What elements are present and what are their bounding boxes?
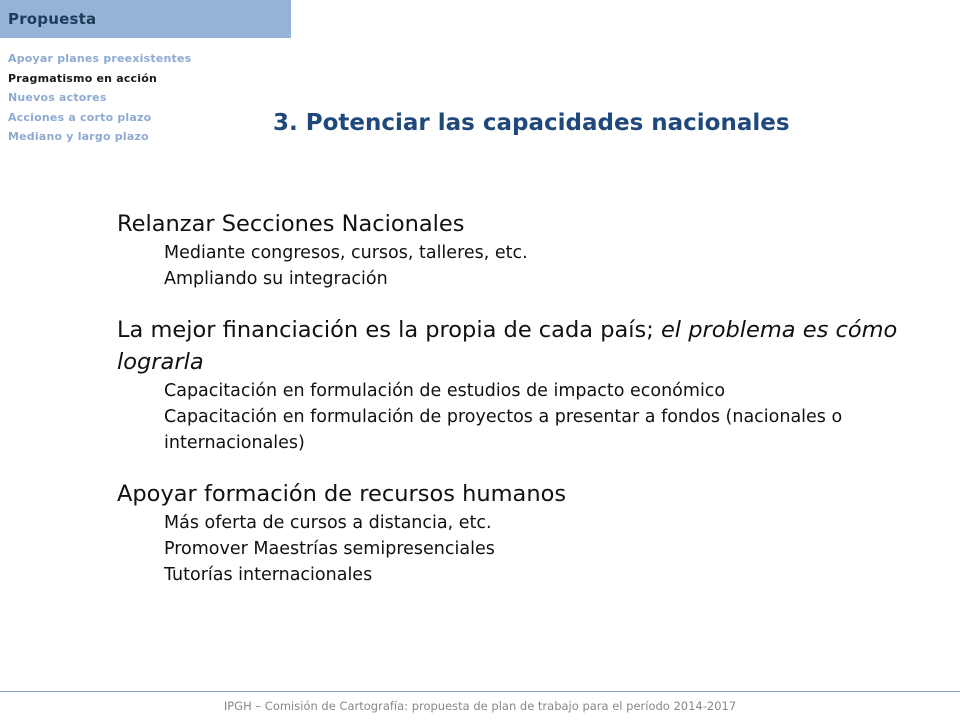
point-heading: Relanzar Secciones Nacionales bbox=[117, 211, 465, 237]
subnav-item-corto-plazo: Acciones a corto plazo bbox=[8, 110, 152, 124]
point-relanzar bbox=[117, 208, 947, 292]
sub-item: Promover Maestrías semipresenciales bbox=[164, 539, 495, 559]
footer-divider bbox=[0, 691, 960, 692]
sub-item: Capacitación en formulación de estudios de impacto económico bbox=[164, 381, 726, 401]
subnav-item-pragmatismo: Pragmatismo en acción bbox=[8, 71, 158, 85]
slide-title: 3. Potenciar las capacidades nacionales bbox=[273, 110, 790, 136]
point-financiacion bbox=[117, 314, 947, 456]
point-heading-emphasis: el problema es cómo lograrla bbox=[117, 317, 898, 375]
sub-item: Capacitación en formulación de proyectos a presentar a fondos (nacionales o internacionales) bbox=[164, 407, 843, 453]
point-heading: Apoyar formación de recursos humanos bbox=[117, 481, 567, 507]
point-heading bbox=[117, 314, 947, 378]
section-tab-label: Propuesta bbox=[8, 10, 97, 28]
point-heading-text: La mejor financiación es la propia de cada país; bbox=[117, 317, 661, 343]
sub-item: Tutorías internacionales bbox=[164, 565, 373, 585]
slide-body bbox=[117, 208, 947, 588]
section-tab bbox=[0, 0, 291, 38]
subnav-item-apoyar-planes: Apoyar planes preexistentes bbox=[8, 52, 192, 65]
sub-item: Ampliando su integración bbox=[164, 269, 388, 289]
point-recursos-humanos bbox=[117, 478, 947, 588]
subnav-item-nuevos-actores: Nuevos actores bbox=[8, 91, 107, 104]
section-subnav bbox=[8, 49, 191, 147]
sub-item: Mediante congresos, cursos, talleres, etc. bbox=[164, 243, 528, 263]
sub-item: Más oferta de cursos a distancia, etc. bbox=[164, 513, 492, 533]
footer-text: IPGH – Comisión de Cartografía: propuesta de plan de trabajo para el período 2014-2017 bbox=[223, 699, 737, 713]
subnav-item-mediano-largo-plazo: Mediano y largo plazo bbox=[8, 130, 149, 143]
